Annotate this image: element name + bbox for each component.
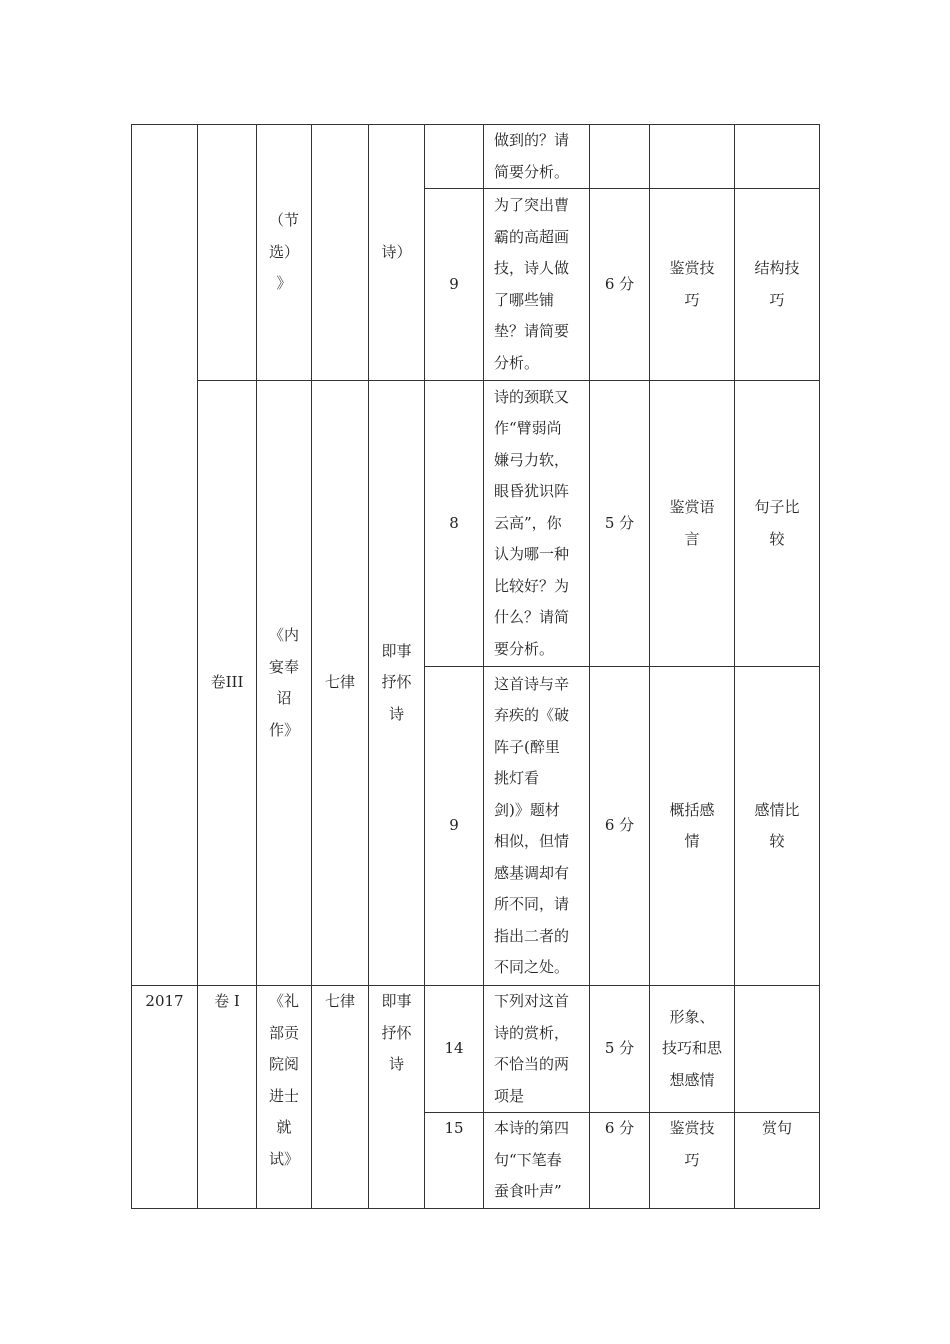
question-text-cell: 本诗的第四 句“下笔春 蚕食叶声”: [484, 1113, 590, 1209]
year-cell: [132, 125, 198, 986]
poem-type-cell: 即事 抒怀 诗: [369, 381, 425, 986]
poem-type-cell: 即事 抒怀 诗: [369, 986, 425, 1209]
ability-cell: 鉴赏技 巧: [650, 189, 735, 381]
poem-type-cell: 诗）: [369, 125, 425, 381]
ability-cell: 形象、 技巧和思 想感情: [650, 986, 735, 1113]
exam-analysis-table: [131, 124, 820, 1209]
poem-form-cell: [312, 125, 369, 381]
score-cell: [590, 125, 650, 189]
ability-cell: 鉴赏语 言: [650, 381, 735, 667]
question-number-cell: 9: [425, 189, 484, 381]
knowledge-point-cell: 感情比 较: [735, 667, 820, 986]
knowledge-point-cell: 赏句: [735, 1113, 820, 1209]
poem-title-cell: （节 选） 》: [257, 125, 312, 381]
knowledge-point-cell: 结构技 巧: [735, 189, 820, 381]
question-number-cell: 9: [425, 667, 484, 986]
poem-title-cell: 《礼 部贡 院阅 进士 就 试》: [257, 986, 312, 1209]
ability-cell: 鉴赏技 巧: [650, 1113, 735, 1209]
question-text-cell: 为了突出曹 霸的高超画 技，诗人做 了哪些铺 垫？请简要 分析。: [484, 189, 590, 381]
table-row: [132, 125, 820, 189]
question-text-cell: 诗的颈联又 作“臂弱尚 嫌弓力软， 眼昏犹识阵 云高”，你 认为哪一种 比较好？为 什么？请简 要分析。: [484, 381, 590, 667]
score-cell: 5 分: [590, 986, 650, 1113]
question-text-cell: 做到的？请 简要分析。: [484, 125, 590, 189]
year-cell: 2017: [132, 986, 198, 1209]
score-cell: 6 分: [590, 189, 650, 381]
paper-cell: 卷 I: [198, 986, 257, 1209]
score-cell: 6 分: [590, 667, 650, 986]
question-number-cell: [425, 125, 484, 189]
question-text-cell: 下列对这首 诗的赏析， 不恰当的两 项是: [484, 986, 590, 1113]
question-text-cell: 这首诗与辛 弃疾的《破 阵子(醉里 挑灯看 剑)》题材 相似，但情 感基调却有 所不同，请 指出二者的 不同之处。: [484, 667, 590, 986]
question-number-cell: 15: [425, 1113, 484, 1209]
paper-cell: 卷III: [198, 381, 257, 986]
score-cell: 5 分: [590, 381, 650, 667]
score-cell: 6 分: [590, 1113, 650, 1209]
ability-cell: [650, 125, 735, 189]
paper-cell: [198, 125, 257, 381]
question-number-cell: 8: [425, 381, 484, 667]
ability-cell: 概括感 情: [650, 667, 735, 986]
knowledge-point-cell: [735, 986, 820, 1113]
question-number-cell: 14: [425, 986, 484, 1113]
poem-title-cell: 《内 宴奉 诏 作》: [257, 381, 312, 986]
table-row: [132, 986, 820, 1113]
poem-form-cell: 七律: [312, 986, 369, 1209]
poem-form-cell: 七律: [312, 381, 369, 986]
knowledge-point-cell: 句子比 较: [735, 381, 820, 667]
knowledge-point-cell: [735, 125, 820, 189]
table-row: [132, 381, 820, 667]
